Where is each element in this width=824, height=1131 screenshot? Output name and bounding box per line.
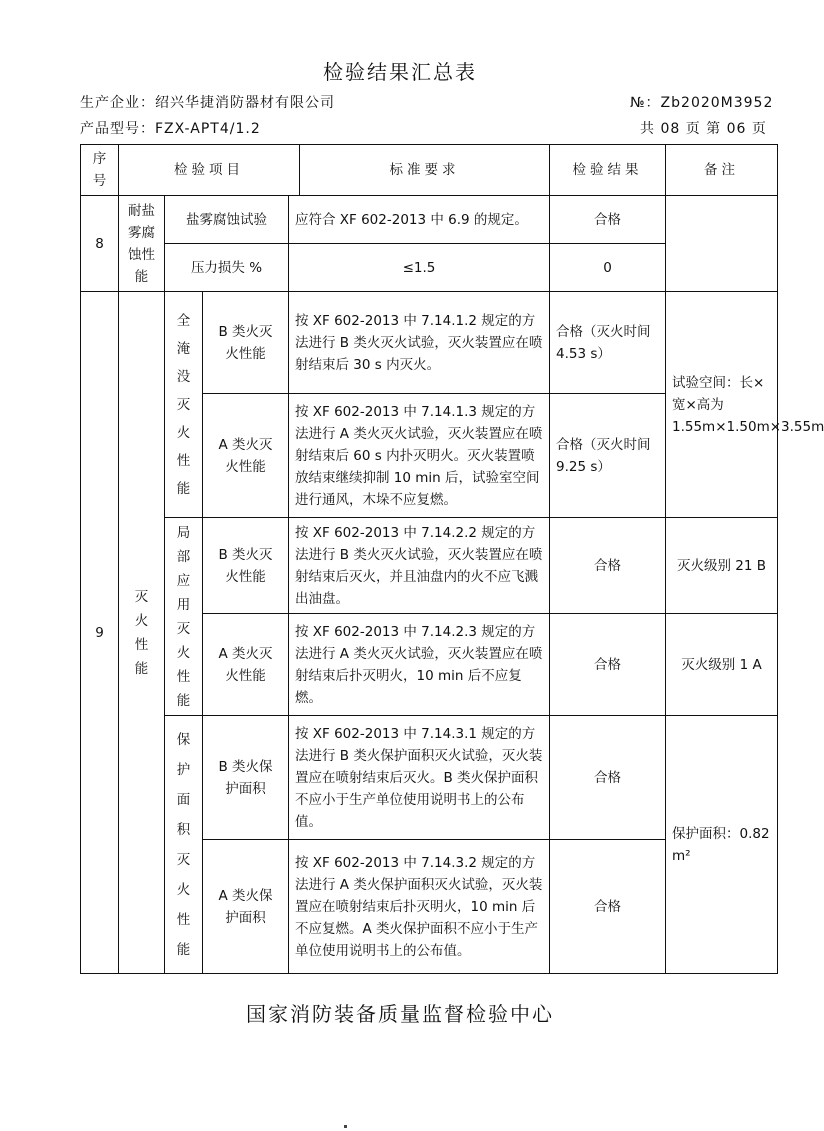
- row9-g1-b-result: 合格（灭火时间 4.53 s）: [550, 292, 666, 394]
- results-table: [80, 144, 824, 974]
- page-count: 共 08 页 第 06 页: [640, 121, 767, 137]
- row9-g3-a-name: A 类火保护面积: [203, 840, 289, 974]
- row9-g1-b-standard: 按 XF 602-2013 中 7.14.1.2 规定的方法进行 B 类火灭火试验，灭火装置应在喷射结束后 30 s 内灭火。: [289, 292, 550, 394]
- row8-remark: [666, 196, 778, 292]
- row8-sub2-standard: ≤1.5: [289, 244, 550, 292]
- row9-category: 灭火性能: [119, 292, 165, 974]
- row8-sub1-name: 盐雾腐蚀试验: [165, 196, 289, 244]
- row9-g3-remark: 保护面积：0.82 m²: [666, 716, 778, 974]
- page-title: 检验结果汇总表: [323, 60, 477, 84]
- row9-g1-a-name: A 类火灭火性能: [203, 394, 289, 518]
- model-label: 产品型号：: [80, 121, 155, 137]
- table-row: [81, 518, 778, 614]
- row9-g2-b-remark: 灭火级别 21 B: [666, 518, 778, 614]
- header-no: 序号: [81, 145, 119, 196]
- header-result: 检验结果: [550, 145, 666, 196]
- row9-g2-a-standard: 按 XF 602-2013 中 7.14.2.3 规定的方法进行 A 类火灭火试验，灭火装置应在喷射结束后扑灭明火，10 min 后不应复燃。: [289, 614, 550, 716]
- model-line: [80, 118, 261, 138]
- table-row: [81, 292, 778, 394]
- report-number: №：Zb2020M3952: [630, 95, 774, 111]
- row8-category: 耐盐雾腐蚀性能: [119, 196, 165, 292]
- row8-sub2-name: 压力损失 %: [165, 244, 289, 292]
- row8-number: 8: [81, 196, 119, 292]
- row9-g3-a-standard: 按 XF 602-2013 中 7.14.3.2 规定的方法进行 A 类火保护面积灭火试验，灭火装置应在喷射结束后扑灭明火，10 min 后不应复燃。A 类火保护面积不应小于生产单位使用说明书上的公布值。: [289, 840, 550, 974]
- row9-group2-name: 局部应用灭火性能: [165, 518, 203, 716]
- row9-g2-b-standard: 按 XF 602-2013 中 7.14.2.2 规定的方法进行 B 类火灭火试验，灭火装置应在喷射结束后灭火，并且油盘内的火不应飞溅出油盘。: [289, 518, 550, 614]
- row9-g1-remark: 试验空间：长×宽×高为 1.55m×1.50m×3.55m: [666, 292, 778, 518]
- row9-g3-a-result: 合格: [550, 840, 666, 974]
- row9-g3-b-standard: 按 XF 602-2013 中 7.14.3.1 规定的方法进行 B 类火保护面积灭火试验，灭火装置应在喷射结束后灭火。B 类火保护面积不应小于生产单位使用说明书上的公布值。: [289, 716, 550, 840]
- table-row: [81, 716, 778, 840]
- row8-sub1-result: 合格: [550, 196, 666, 244]
- row9-g2-a-result: 合格: [550, 614, 666, 716]
- company-line: [80, 92, 335, 112]
- header-cell-item-standard: [119, 145, 550, 196]
- row9-group1-name: 全淹没灭火性能: [165, 292, 203, 518]
- row9-group3-name: 保护面积灭火性能: [165, 716, 203, 974]
- model-value: FZX-APT4/1.2: [155, 121, 261, 137]
- row9-number: 9: [81, 292, 119, 974]
- header-item: 检验项目: [174, 162, 244, 178]
- row9-g3-b-name: B 类火保护面积: [203, 716, 289, 840]
- table-header-row: [81, 145, 778, 196]
- row8-sub1-standard: 应符合 XF 602-2013 中 6.9 的规定。: [289, 196, 550, 244]
- company-label: 生产企业：: [80, 95, 155, 111]
- row9-g3-b-result: 合格: [550, 716, 666, 840]
- row9-g2-b-result: 合格: [550, 518, 666, 614]
- row8-sub2-result: 0: [550, 244, 666, 292]
- row9-g2-a-remark: 灭火级别 1 A: [666, 614, 778, 716]
- row9-g1-b-name: B 类火灭火性能: [203, 292, 289, 394]
- footer-organization: 国家消防装备质量监督检验中心: [246, 1002, 554, 1026]
- table-row: [81, 196, 778, 244]
- header-standard: 标准要求: [300, 145, 550, 195]
- row9-g1-a-standard: 按 XF 602-2013 中 7.14.1.3 规定的方法进行 A 类火灭火试验，灭火装置应在喷射结束后 60 s 内扑灭明火。灭火装置喷放结束继续抑制 10 min 后，试验室空间进行通风，木垛不应复燃。: [289, 394, 550, 518]
- header-remark: 备注: [666, 145, 778, 196]
- row9-g2-a-name: A 类火灭火性能: [203, 614, 289, 716]
- row9-g1-a-result: 合格（灭火时间 9.25 s）: [550, 394, 666, 518]
- row9-g2-b-name: B 类火灭火性能: [203, 518, 289, 614]
- company-name: 绍兴华捷消防器材有限公司: [155, 95, 335, 111]
- scan-speck: [344, 1125, 347, 1128]
